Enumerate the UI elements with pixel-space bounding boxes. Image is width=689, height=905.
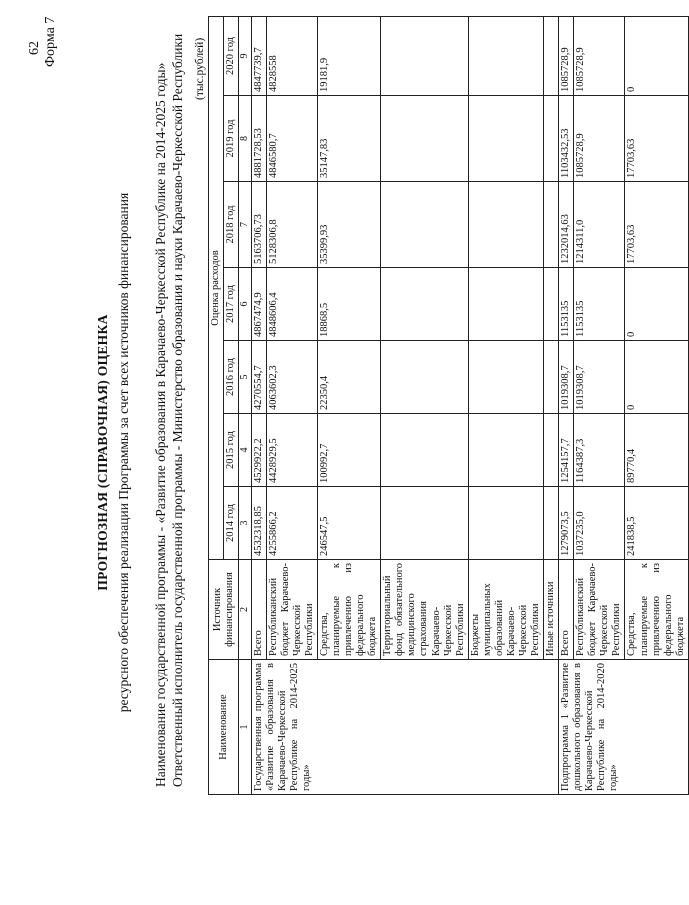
value-cell: 100992,7	[317, 414, 380, 487]
form-label: Форма 7	[43, 16, 58, 67]
source-cell: Республиканский бюджет Карачаево-Черкесской Республики	[266, 560, 317, 660]
source-cell: Бюджеты муниципальных образований Карачаево-Черкесской Республики	[468, 560, 543, 660]
value-cell: 17703,63	[625, 182, 688, 268]
value-cell: 4847739,7	[251, 16, 266, 95]
table-row	[559, 16, 574, 794]
source-cell: Средства, планируемые к привлечению из федерального бюджета	[625, 560, 688, 660]
value-cell	[544, 268, 559, 341]
column-number: 6	[239, 268, 252, 341]
value-cell: 1103432,53	[559, 96, 574, 182]
value-cell: 1153135	[559, 268, 574, 341]
column-number: 2	[239, 560, 252, 660]
value-cell: 1037235,0	[574, 487, 625, 560]
value-cell	[468, 487, 543, 560]
page-number: 62	[27, 41, 42, 55]
value-cell: 4529922,2	[251, 414, 266, 487]
header-year: 2020 год	[224, 16, 239, 95]
header-year: 2014 год	[224, 487, 239, 560]
value-cell: 19181,9	[317, 16, 380, 95]
column-number: 3	[239, 487, 252, 560]
table-body	[251, 16, 688, 794]
source-cell: Территориальный фонд обязательного медицинского страхования Карачаево-Черкесской Республики	[381, 560, 468, 660]
column-number: 5	[239, 341, 252, 414]
value-cell: 1279073,5	[559, 487, 574, 560]
value-cell: 18868,5	[317, 268, 380, 341]
value-cell: 4848606,4	[266, 268, 317, 341]
header-estimate: Оценка расходов	[209, 16, 224, 559]
value-cell: 0	[625, 341, 688, 414]
header-name: Наименование	[209, 660, 239, 795]
column-number: 4	[239, 414, 252, 487]
program-name-cell: Государственная программа «Развитие образования в Карачаево-Черкесской Республике на 2014-2025 годы»	[251, 660, 559, 795]
value-cell	[544, 414, 559, 487]
source-cell: Всего	[251, 560, 266, 660]
value-cell	[468, 341, 543, 414]
value-cell	[381, 268, 468, 341]
value-cell: 35147,83	[317, 96, 380, 182]
value-cell: 4270554,7	[251, 341, 266, 414]
value-cell: 22350,4	[317, 341, 380, 414]
value-cell	[544, 182, 559, 268]
value-cell: 35399,93	[317, 182, 380, 268]
value-cell: 4255866,2	[266, 487, 317, 560]
document-subtitle: ресурсного обеспечения реализации Программы за счет всех источников финансирования	[116, 192, 131, 713]
value-cell	[544, 487, 559, 560]
header-year: 2017 год	[224, 268, 239, 341]
header-year: 2018 год	[224, 182, 239, 268]
source-cell: Средства, планируемые к привлечению из федерального бюджета	[317, 560, 380, 660]
value-cell	[468, 182, 543, 268]
table-row	[251, 16, 266, 794]
program-name-cell: Подпрограмма 1 «Развитие дошкольного образования в Карачаево-Черкесской Республике на 2014-2020 годы»	[559, 660, 689, 795]
value-cell	[381, 487, 468, 560]
value-cell: 4428929,5	[266, 414, 317, 487]
header-source: Источник финансирования	[209, 560, 239, 660]
value-cell: 4063602,3	[266, 341, 317, 414]
value-cell	[544, 341, 559, 414]
value-cell: 1232014,63	[559, 182, 574, 268]
executor-line: Ответственный исполнитель государственной программы - Министерство образования и науки Карачаево-Черкесской Республики	[170, 33, 185, 787]
column-number: 9	[239, 16, 252, 95]
value-cell: 4881728,53	[251, 96, 266, 182]
value-cell: 4867474,9	[251, 268, 266, 341]
value-cell: 4828558	[266, 16, 317, 95]
value-cell: 89770,4	[625, 414, 688, 487]
units-label: (тыс.рублей)	[194, 37, 206, 100]
value-cell: 1254157,7	[559, 414, 574, 487]
value-cell	[544, 16, 559, 95]
value-cell	[544, 96, 559, 182]
value-cell: 4846580,7	[266, 96, 317, 182]
funding-table	[208, 16, 689, 795]
value-cell: 5163706,73	[251, 182, 266, 268]
value-cell: 1019308,7	[559, 341, 574, 414]
value-cell	[381, 96, 468, 182]
column-number: 7	[239, 182, 252, 268]
value-cell	[381, 414, 468, 487]
value-cell: 0	[625, 16, 688, 95]
value-cell: 1164387,3	[574, 414, 625, 487]
value-cell: 0	[625, 268, 688, 341]
value-cell	[468, 16, 543, 95]
source-cell: Всего	[559, 560, 574, 660]
value-cell: 1214311,0	[574, 182, 625, 268]
value-cell: 246547,5	[317, 487, 380, 560]
value-cell: 1085728,9	[559, 16, 574, 95]
value-cell	[468, 268, 543, 341]
header-year: 2016 год	[224, 341, 239, 414]
value-cell	[381, 341, 468, 414]
value-cell	[468, 96, 543, 182]
header-year: 2019 год	[224, 96, 239, 182]
value-cell: 5128306,8	[266, 182, 317, 268]
value-cell: 1153135	[574, 268, 625, 341]
column-number: 1	[239, 660, 252, 795]
value-cell: 1085728,9	[574, 16, 625, 95]
source-cell: Республиканский бюджет Карачаево-Черкесской Республики	[574, 560, 625, 660]
value-cell: 1019308,7	[574, 341, 625, 414]
value-cell	[468, 414, 543, 487]
column-number: 8	[239, 96, 252, 182]
value-cell: 241838,5	[625, 487, 688, 560]
value-cell	[381, 182, 468, 268]
program-name-line: Наименование государственной программы - «Развитие образования в Карачаево-Черкесской Республике на 2014-2025 годы»	[153, 62, 168, 787]
value-cell: 1085728,9	[574, 96, 625, 182]
value-cell	[381, 16, 468, 95]
value-cell: 17703,63	[625, 96, 688, 182]
source-cell: Иные источники	[544, 560, 559, 660]
document-title: ПРОГНОЗНАЯ (СПРАВОЧНАЯ) ОЦЕНКА	[95, 314, 110, 591]
header-year: 2015 год	[224, 414, 239, 487]
value-cell: 4532318,85	[251, 487, 266, 560]
